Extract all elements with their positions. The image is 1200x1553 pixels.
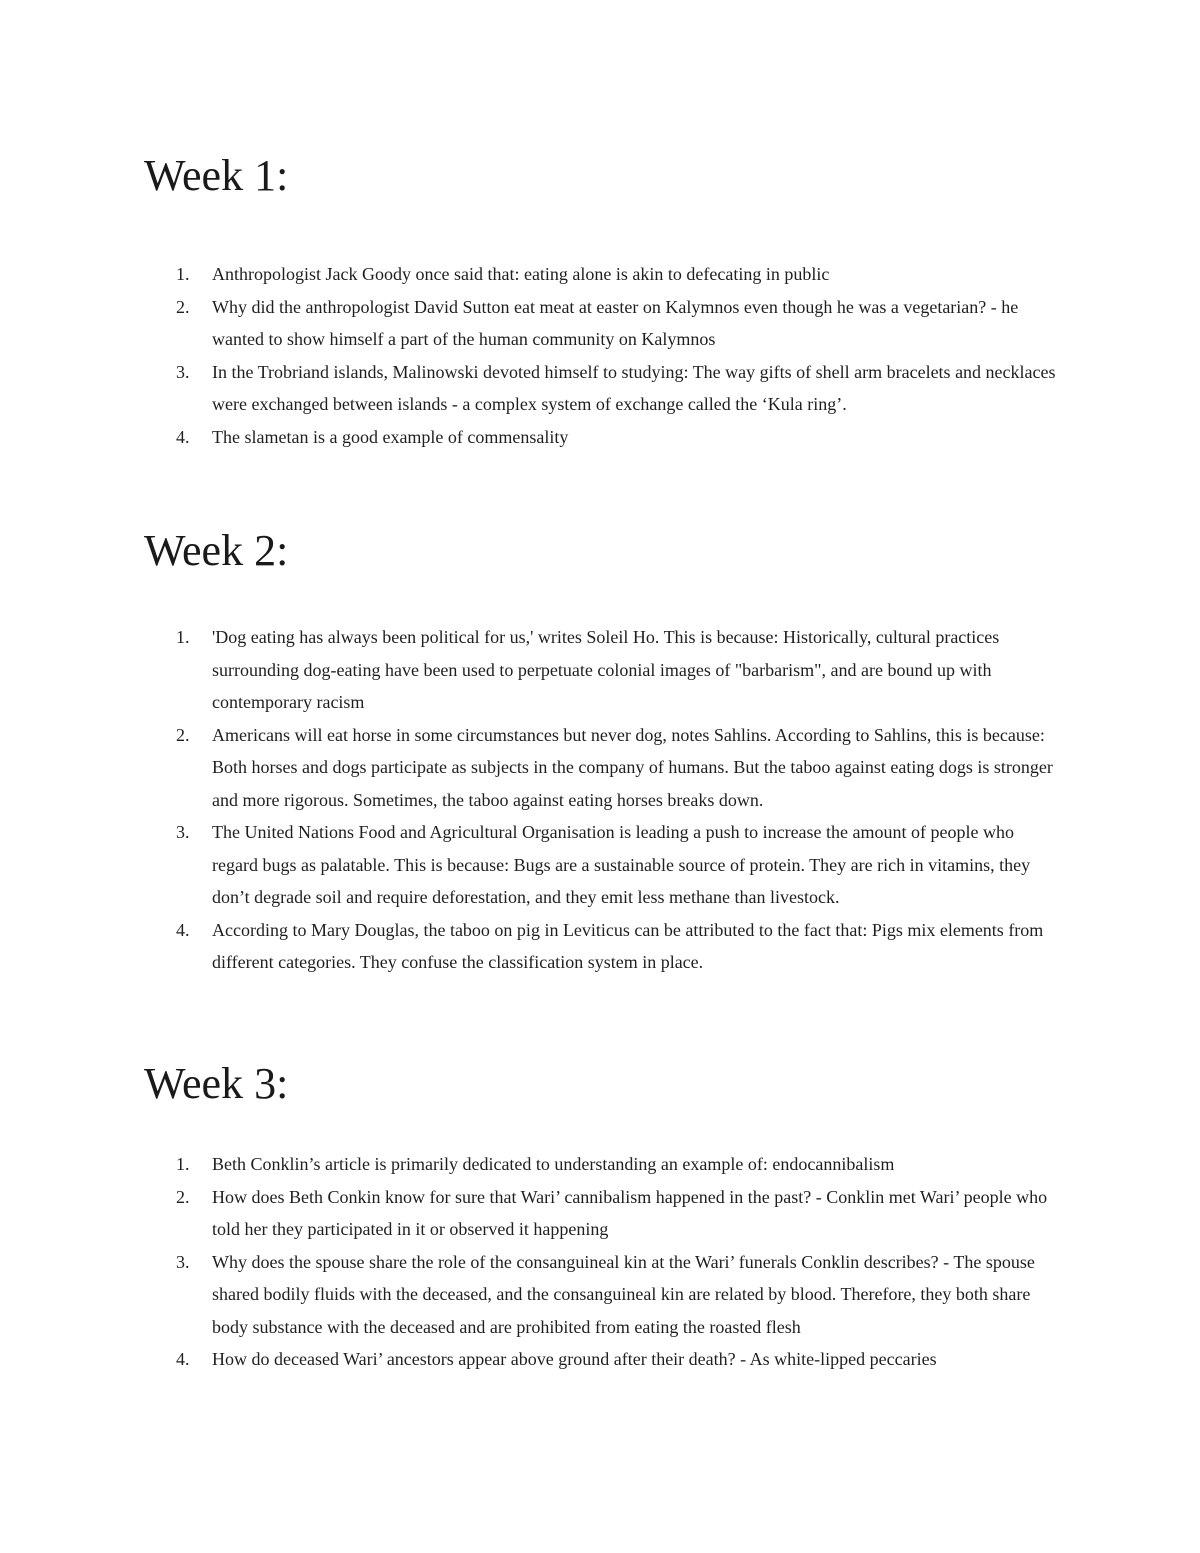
- item-number: 3.: [176, 1251, 190, 1272]
- item-text: How do deceased Wari’ ancestors appear above ground after their death? - As white-lipped peccaries: [212, 1349, 937, 1369]
- list-item: [144, 356, 1064, 421]
- item-number: 1.: [176, 627, 190, 647]
- item-text: Americans will eat horse in some circumstances but never dog, notes Sahlins. According to Sahlins, this is because: Both horses and dogs participate as subjects in the company of humans. But the taboo against eating dogs is stronger and more rigorous. Sometimes, the taboo against eating horses breaks down.: [212, 724, 1053, 810]
- item-number: 2.: [176, 1186, 190, 1207]
- list-item: [144, 719, 1064, 817]
- section-week-1: [144, 150, 1064, 453]
- item-text: Beth Conklin’s article is primarily dedicated to understanding an example of: endocannibalism: [212, 1154, 895, 1174]
- list-item: [144, 621, 1064, 719]
- question-list: [144, 621, 1064, 979]
- section-heading: Week 3:: [144, 1059, 289, 1108]
- item-number: 3.: [176, 822, 190, 842]
- item-number: 4.: [176, 426, 190, 447]
- list-item: [144, 1246, 1064, 1344]
- item-number: 3.: [176, 361, 190, 382]
- item-number: 2.: [176, 724, 190, 745]
- list-item: [144, 1343, 1064, 1376]
- list-item: [144, 258, 1064, 291]
- item-text: The United Nations Food and Agricultural Organisation is leading a push to increase the amount of people who regard bugs as palatable. This is because: Bugs are a sustainable source of protein. They are rich in vitamins, they don’t degrade soil and require deforestation, and they emit less methane than livestock.: [212, 822, 1031, 907]
- section-week-2: [144, 525, 1064, 979]
- item-text: How does Beth Conkin know for sure that Wari’ cannibalism happened in the past? - Conklin met Wari’ people who told her they participated in it or observed it happening: [212, 1186, 1048, 1239]
- list-item: [144, 914, 1064, 979]
- section-week-3: [144, 1058, 1064, 1376]
- item-text: Anthropologist Jack Goody once said that: eating alone is akin to defecating in public: [212, 264, 830, 284]
- section-heading: Week 2:: [144, 526, 289, 575]
- item-number: 4.: [176, 919, 190, 940]
- question-list: [144, 258, 1064, 453]
- list-item: [144, 421, 1064, 454]
- list-item: [144, 1181, 1064, 1246]
- list-item: [144, 1148, 1064, 1181]
- item-number: 1.: [176, 1154, 190, 1174]
- item-text: Why does the spouse share the role of the consanguineal kin at the Wari’ funerals Conklin describes? - The spouse shared bodily fluids with the deceased, and the consanguineal kin are related by blood. Therefore, they both share body substance with the deceased and are prohibited from eating the roasted flesh: [212, 1251, 1035, 1337]
- item-number: 1.: [176, 264, 190, 284]
- section-heading: Week 1:: [144, 151, 289, 200]
- item-text: In the Trobriand islands, Malinowski devoted himself to studying: The way gifts of shell arm bracelets and necklaces were exchanged between islands - a complex system of exchange called the ‘Kula ring’.: [212, 361, 1056, 414]
- list-item: [144, 816, 1064, 914]
- item-number: 4.: [176, 1349, 190, 1369]
- item-text: 'Dog eating has always been political for us,' writes Soleil Ho. This is because: Historically, cultural practices surrounding dog-eating have been used to perpetuate colonial images of "barbarism", and are bound up with contemporary racism: [212, 627, 1000, 712]
- item-number: 2.: [176, 296, 190, 317]
- item-text: The slametan is a good example of commensality: [212, 426, 569, 447]
- item-text: Why did the anthropologist David Sutton eat meat at easter on Kalymnos even though he was a vegetarian? - he wanted to show himself a part of the human community on Kalymnos: [212, 296, 1019, 349]
- question-list: [144, 1148, 1064, 1376]
- item-text: According to Mary Douglas, the taboo on pig in Leviticus can be attributed to the fact that: Pigs mix elements from different categories. They confuse the classification system in place.: [212, 919, 1044, 972]
- list-item: [144, 291, 1064, 356]
